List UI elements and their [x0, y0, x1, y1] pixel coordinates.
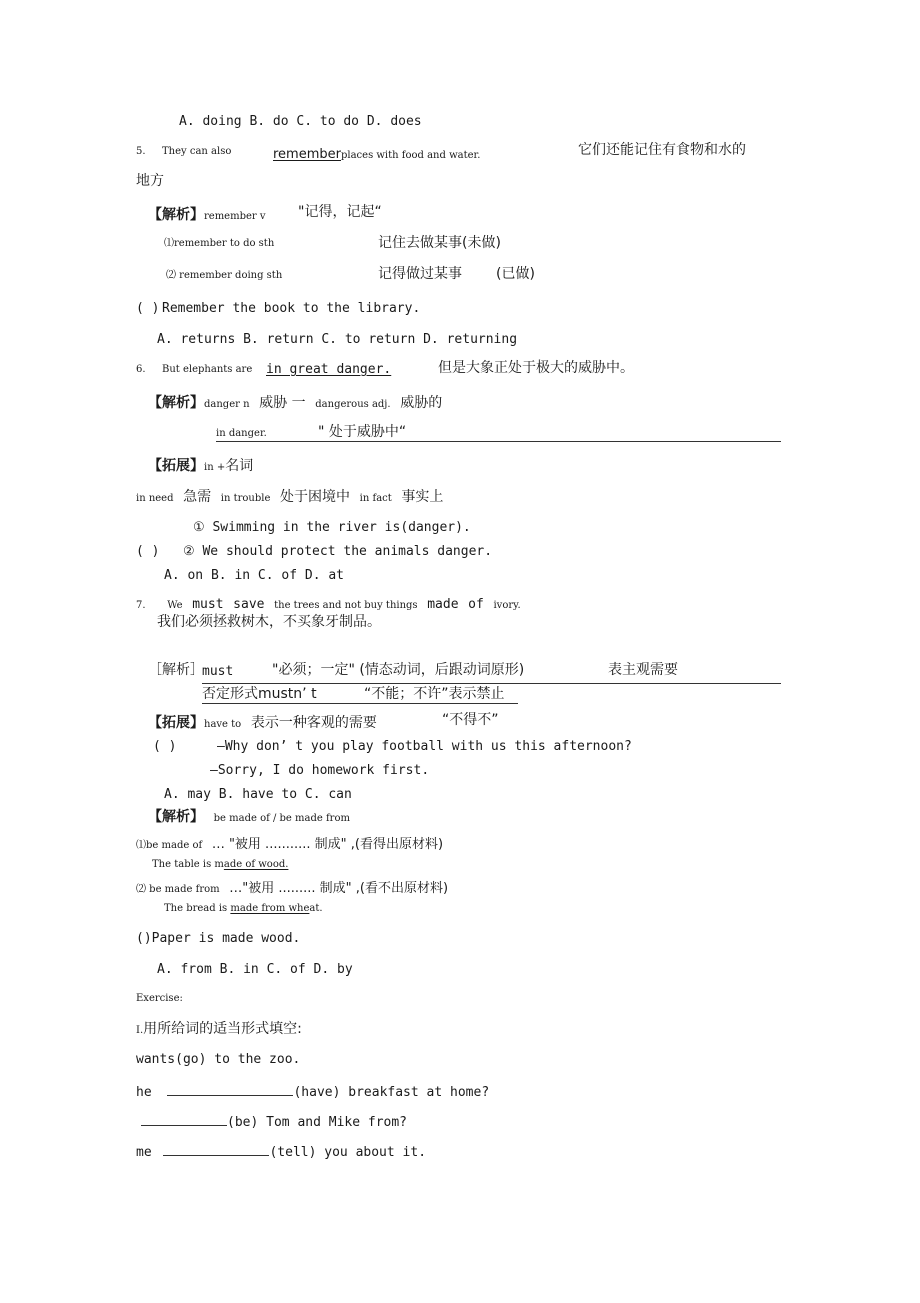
exercise-section-1: [136, 1018, 302, 1038]
exercise-item-1: wants(go) to the zoo.: [136, 1052, 301, 1067]
analysis-5-item1-en: ⑴remember to do sth: [164, 238, 275, 249]
sentence-7-word: ivory.: [493, 600, 521, 611]
expand-tag: 【拓展】: [148, 715, 204, 731]
phrase-en: in fact: [359, 493, 392, 504]
analysis-5: [148, 204, 266, 224]
sentence-5-pre: They can also: [162, 146, 232, 157]
sentence-7-word: made: [427, 597, 459, 612]
analysis-7-meaning: "必须；一定" (情态动词，后跟动词原形): [272, 662, 525, 678]
exercise-title: Exercise:: [136, 993, 183, 1004]
underline: [202, 703, 518, 704]
analysis-7-word: must: [202, 664, 234, 679]
example-text: The table is m: [152, 859, 224, 870]
analysis-8-item2-cn: …"被用 ......... 制成" ,(看不出原材料): [229, 881, 449, 896]
sentence-7-word: save: [233, 597, 265, 612]
analysis-8-words: be made of / be made from: [213, 813, 350, 824]
answer-blank[interactable]: [141, 1113, 227, 1126]
expand-6: [148, 455, 253, 475]
sentence-6-phrase: in great danger.: [266, 362, 392, 377]
item-text: (have) breakfast at home?: [293, 1085, 490, 1100]
example-text: The bread is: [164, 903, 228, 914]
analysis-8-example2: [164, 903, 323, 915]
analysis-8-item1: [136, 833, 443, 853]
sentence-7-number: 7.: [136, 600, 146, 611]
q4-options: A. doing B. do C. to do D. does: [179, 114, 422, 129]
sentence-6-number: 6.: [136, 364, 146, 375]
analysis-7-negative: 否定形式mustn’ t: [202, 686, 317, 702]
phrase-cn: 事实上: [401, 489, 444, 505]
item-text: (tell) you about it.: [269, 1145, 427, 1160]
analysis-7-tag: ［解析］: [148, 662, 204, 678]
analysis-5-item2-en: ⑵ remember doing sth: [166, 270, 283, 281]
expand-6-cn: 名词: [225, 458, 254, 474]
q8-options: A. from B. in C. of D. by: [157, 962, 353, 977]
sentence-7-word: We: [167, 600, 183, 611]
analysis-6-phrase: in danger.: [216, 428, 267, 439]
q6-options: A. on B. in C. of D. at: [164, 568, 345, 583]
sentence-7-word: of: [468, 597, 484, 612]
sentence-7-translation: 我们必须拯救树木，不买象牙制品。: [157, 614, 381, 630]
phrase-cn: 急需: [183, 489, 212, 505]
sentence-5-main: [273, 143, 480, 163]
analysis-tag: 【解析】: [148, 207, 204, 223]
analysis-6-cn1: 威胁 一: [259, 395, 306, 411]
analysis-5-item2-note: (已做): [496, 266, 535, 282]
analysis-8-item2: [136, 877, 448, 897]
divider-line: [216, 441, 781, 442]
item-text: he: [136, 1085, 152, 1100]
phrase-cn: 处于困境中: [280, 489, 351, 505]
analysis-6-cn2: 威胁的: [400, 395, 443, 411]
q6b-text: ② We should protect the animals danger.: [183, 544, 493, 559]
q7-options: A. may B. have to C. can: [164, 787, 352, 802]
sentence-6-pre: But elephants are: [162, 364, 253, 375]
analysis-8-item1-en: ⑴be made of: [136, 840, 203, 851]
sentence-5-post: places with food and water.: [340, 150, 481, 161]
example-underlined: made from whe: [230, 903, 310, 914]
section-number: Ⅰ.: [136, 1025, 144, 1036]
analysis-6-word2: dangerous adj.: [315, 399, 391, 410]
analysis-5-word: remember v: [204, 211, 266, 222]
analysis-7-negative-meaning: “不能；不许”表示禁止: [364, 686, 505, 702]
analysis-5-item1-cn: 记住去做某事(未做): [378, 235, 501, 251]
item-text: me: [136, 1145, 152, 1160]
analysis-6-phrase-cn: " 处于威胁中“: [318, 424, 407, 440]
analysis-8-item1-cn: … "被用 ........... 制成" ,(看得出原材料): [211, 837, 444, 852]
q7-line2: —Sorry, I do homework first.: [210, 763, 430, 778]
sentence-5-translation-cont: 地方: [136, 173, 164, 189]
analysis-8-item2-en: ⑵ be made from: [136, 884, 220, 895]
example-underlined: ade of wood.: [223, 859, 289, 870]
sentence-6-translation: 但是大象正处于极大的威胁中。: [438, 360, 634, 376]
q6b-paren: ( ): [136, 544, 160, 559]
analysis-tag: 【解析】: [148, 809, 204, 825]
q5-options: A. returns B. return C. to return D. returning: [157, 332, 518, 347]
analysis-tag: 【解析】: [148, 395, 204, 411]
exercise-item-3: [141, 1113, 407, 1131]
analysis-6-word: danger n: [204, 399, 250, 410]
expand-7-cn: 表示一种客观的需要: [250, 715, 377, 731]
q5-paren: ( ): [136, 301, 160, 316]
q5-text: Remember the book to the library.: [162, 301, 421, 316]
expand-7: [148, 712, 377, 732]
expand-7-meaning: “不得不”: [442, 712, 499, 728]
analysis-8-example1: [152, 859, 288, 871]
analysis-5-meaning: "记得，记起“: [298, 204, 382, 220]
sentence-5-translation: 它们还能记住有食物和水的: [578, 142, 746, 158]
analysis-7-note: 表主观需要: [608, 662, 678, 678]
answer-blank[interactable]: [163, 1143, 269, 1156]
analysis-5-item2-cn: 记得做过某事: [378, 266, 462, 282]
expand-6-word: in +: [204, 462, 226, 473]
q8-text: ()Paper is made wood.: [136, 931, 301, 946]
example-text: at.: [309, 903, 323, 914]
analysis-6: [148, 392, 442, 412]
sentence-5-keyword: remember: [273, 147, 341, 162]
expand-tag: 【拓展】: [148, 458, 204, 474]
analysis-8: [148, 806, 350, 826]
expand-7-word: have to: [204, 719, 242, 730]
answer-blank[interactable]: [167, 1083, 293, 1096]
phrase-en: in need: [136, 493, 174, 504]
q7-line1: —Why don’ t you play football with us this afternoon?: [217, 739, 632, 754]
item-text: (be) Tom and Mike from?: [227, 1115, 408, 1130]
exercise-item-4: [136, 1143, 426, 1161]
sentence-7: [136, 593, 521, 613]
q6a-text: ① Swimming in the river is(danger).: [193, 520, 471, 535]
q7-paren: ( ): [153, 739, 177, 754]
divider-line: [202, 683, 781, 684]
sentence-5-number: 5.: [136, 146, 146, 157]
sentence-7-word: must: [192, 597, 224, 612]
sentence-7-word: the trees and not buy things: [274, 600, 418, 611]
phrase-en: in trouble: [220, 493, 271, 504]
exercise-item-2: [136, 1083, 489, 1101]
section-instruction: 用所给词的适当形式填空:: [143, 1021, 302, 1037]
expand-6-phrases: [136, 486, 443, 506]
